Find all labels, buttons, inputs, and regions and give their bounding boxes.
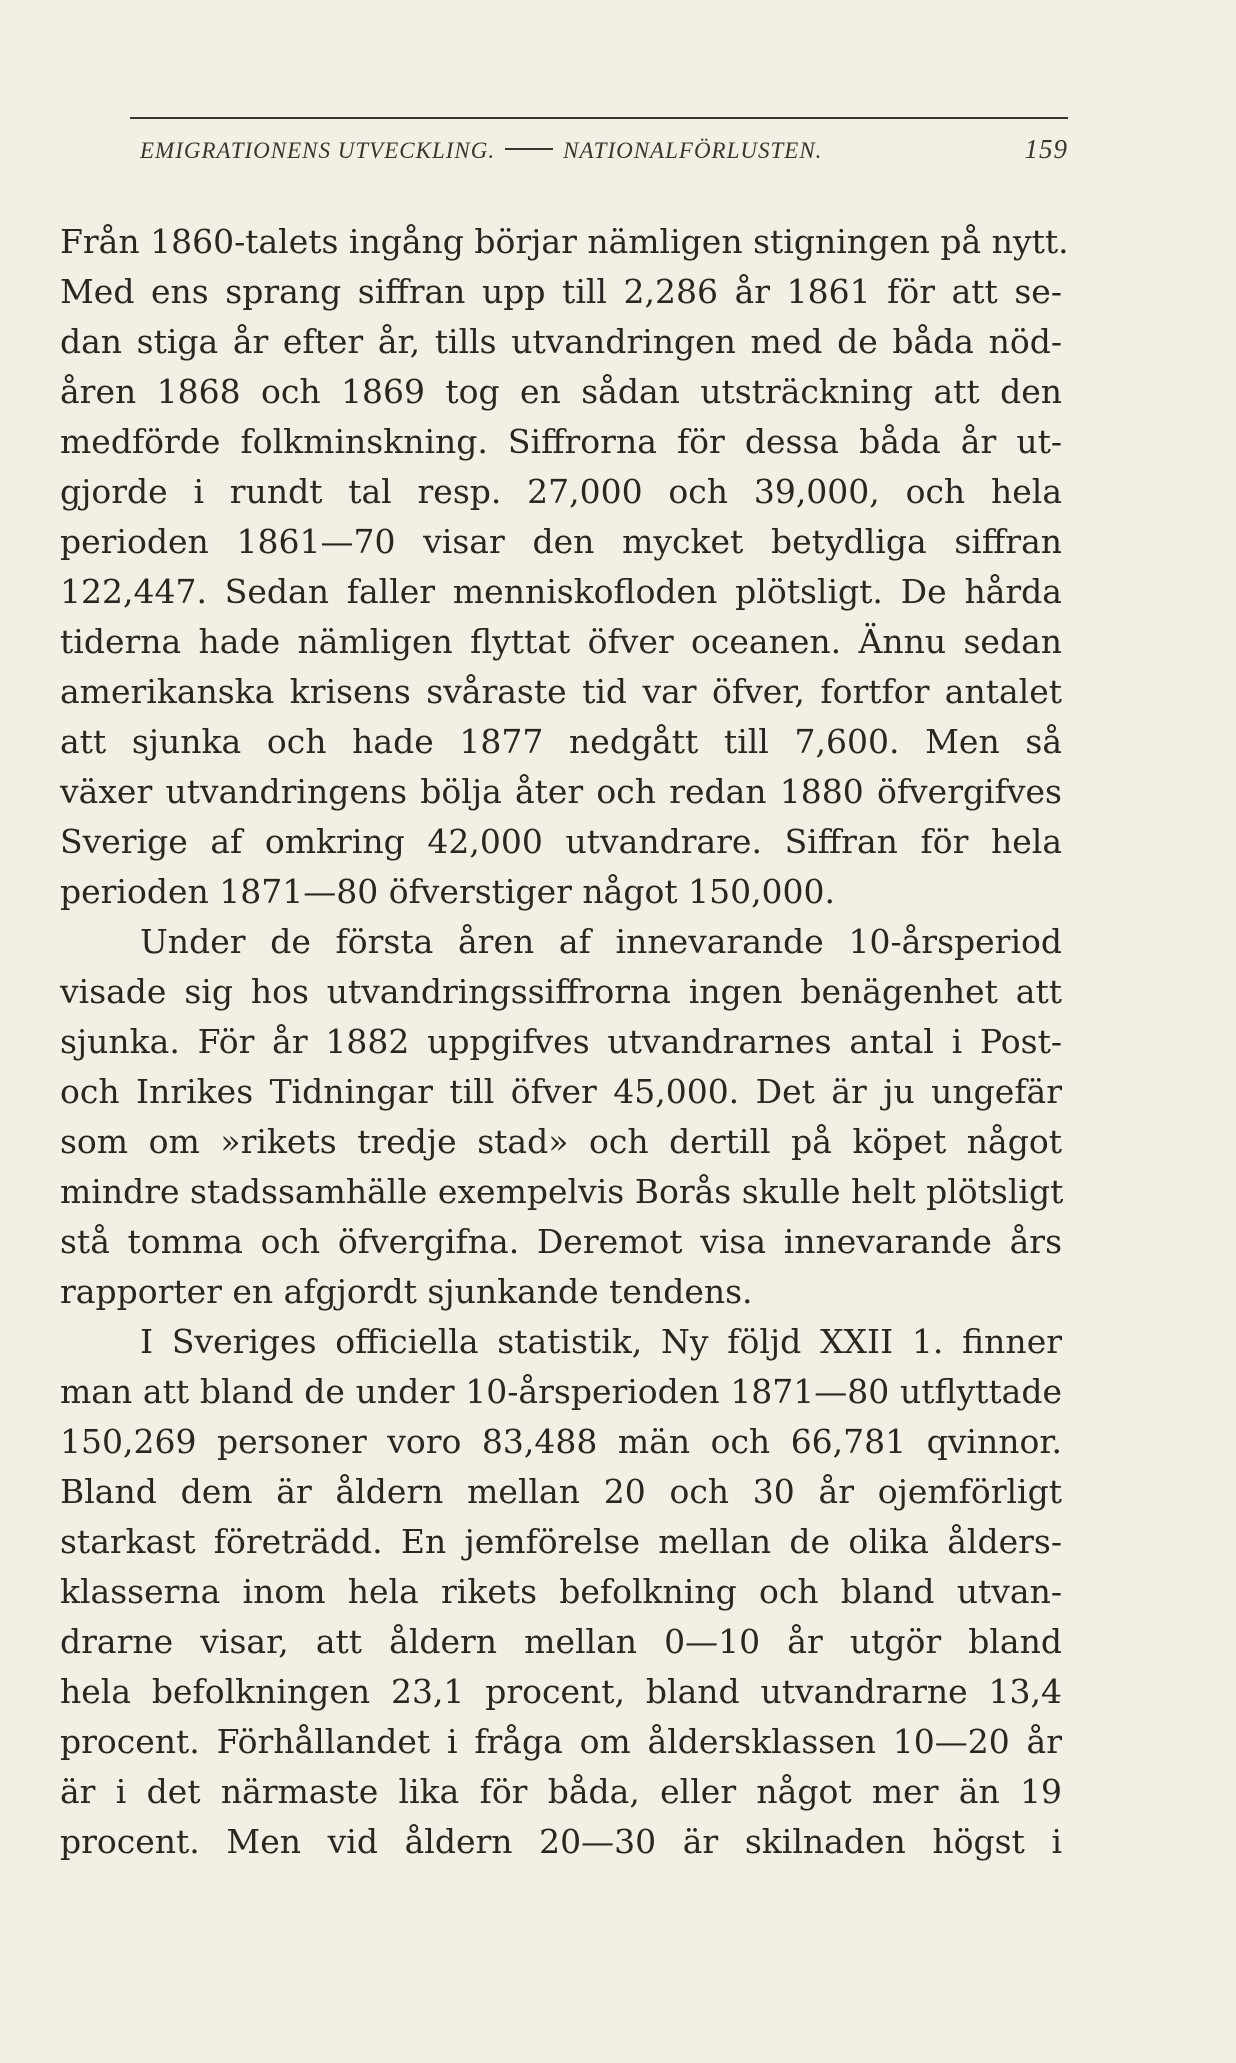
text-line: Bland dem är åldern mellan 20 och 30 år ojemförligt	[60, 1472, 1062, 1511]
text-line: mindre stadssamhälle exempelvis Borås skulle helt plötsligt	[60, 1172, 1064, 1211]
running-head-left	[140, 138, 822, 164]
text-line: sjunka. För år 1882 uppgifves utvandrarnes antal i Post-	[60, 1022, 1062, 1061]
text-line: man att bland de under 10-årsperioden 1871—80 utflyttade	[60, 1372, 1062, 1411]
text-line: hela befolkningen 23,1 procent, bland utvandrarne 13,4	[60, 1672, 1062, 1711]
text-line: att sjunka och hade 1877 nedgått till 7,600. Men så	[60, 722, 1062, 761]
text-line: och Inrikes Tidningar till öfver 45,000. Det är ju ungefär	[60, 1072, 1062, 1111]
text-line: perioden 1871—80 öfverstiger något 150,000.	[60, 872, 836, 911]
running-head-right-text: NATIONALFÖRLUSTEN.	[563, 138, 823, 163]
text-line: stå tomma och öfvergifna. Deremot visa innevarande års	[60, 1222, 1062, 1261]
text-line: som om »rikets tredje stad» och dertill på köpet något	[60, 1122, 1062, 1161]
text-line: gjorde i rundt tal resp. 27,000 och 39,000, och hela	[60, 472, 1062, 511]
body-text	[60, 217, 1069, 1867]
text-line: Med ens sprang siffran upp till 2,286 år 1861 för att se-	[60, 272, 1062, 311]
text-line: klasserna inom hela rikets befolkning och bland utvan-	[60, 1572, 1062, 1611]
text-line: procent. Men vid åldern 20—30 är skilnaden högst i	[60, 1822, 1062, 1861]
text-line: drarne visar, att åldern mellan 0—10 år utgör bland	[60, 1622, 1062, 1661]
text-line: Sverige af omkring 42,000 utvandrare. Siffran för hela	[60, 822, 1062, 861]
text-line: växer utvandringens bölja åter och redan 1880 öfvergifves	[60, 772, 1062, 811]
text-line: åren 1868 och 1869 tog en sådan utsträckning att den	[60, 372, 1062, 411]
text-line: är i det närmaste lika för båda, eller något mer än 19	[60, 1772, 1062, 1811]
text-line: visade sig hos utvandringssiffrorna ingen benägenhet att	[60, 972, 1062, 1011]
running-head	[140, 134, 1068, 174]
text-line: Under de första åren af innevarande 10-årsperiod	[140, 922, 1062, 961]
text-line: Från 1860-talets ingång börjar nämligen stigningen på nytt.	[60, 222, 1069, 261]
header-rule	[130, 117, 1068, 119]
text-line: 122,447. Sedan faller menniskofloden plötsligt. De hårda	[60, 572, 1062, 611]
text-line: rapporter en afgjordt sjunkande tendens.	[60, 1272, 753, 1311]
text-line: procent. Förhållandet i fråga om åldersklassen 10—20 år	[60, 1722, 1062, 1761]
text-line: medförde folkminskning. Siffrorna för dessa båda år ut-	[60, 422, 1062, 461]
page-number: 159	[1024, 134, 1068, 164]
header-dash	[505, 148, 553, 150]
text-line: perioden 1861—70 visar den mycket betydliga siffran	[60, 522, 1062, 561]
text-line: 150,269 personer voro 83,488 män och 66,781 qvinnor.	[60, 1422, 1062, 1461]
text-line: starkast företrädd. En jemförelse mellan de olika ålders-	[60, 1522, 1062, 1561]
text-line: tiderna hade nämligen flyttat öfver oceanen. Ännu sedan	[60, 622, 1062, 661]
text-line: dan stiga år efter år, tills utvandringen med de båda nöd-	[60, 322, 1062, 361]
text-line: I Sveriges officiella statistik, Ny följd XXII 1. finner	[140, 1322, 1062, 1361]
text-line: amerikanska krisens svåraste tid var öfver, fortfor antalet	[60, 672, 1062, 711]
running-head-left-text: EMIGRATIONENS UTVECKLING.	[140, 138, 496, 163]
